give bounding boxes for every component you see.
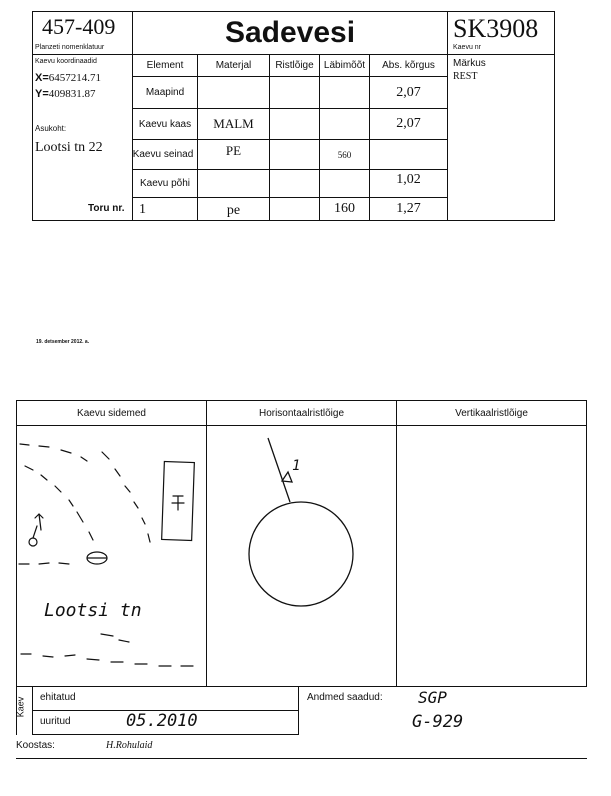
data-source-value-2: G-929 <box>412 712 464 732</box>
remarks-label: Märkus <box>453 58 486 69</box>
coords-label: Kaevu koordinaadid <box>35 58 97 65</box>
page-title: Sadevesi <box>224 16 356 49</box>
nomenclature-label: Planzeti nomenklatuur <box>35 44 105 51</box>
row-materjal <box>198 170 269 197</box>
row-labimoot <box>320 77 369 108</box>
header-ristloige: Ristlõige <box>275 60 314 71</box>
coord-y-label: Y= <box>35 88 49 100</box>
coord-y-value: 409831.87 <box>48 88 96 100</box>
date-note: 19. detsember 2012. a. <box>36 339 90 345</box>
sketch-col-vertikaal: Vertikaalristlõige <box>455 407 528 419</box>
row-labimoot: 560 <box>337 149 352 160</box>
row-element: Kaevu seinad <box>132 149 194 160</box>
sketch-col-sidemed: Kaevu sidemed <box>77 407 146 419</box>
row-korgus: 1,02 <box>396 171 421 187</box>
sketch-col-horisontaal: Horisontaalristlõige <box>258 407 345 419</box>
row-korgus: 2,07 <box>396 84 421 100</box>
location-value: Lootsi tn 22 <box>35 140 103 155</box>
header-korgus: Abs. kõrgus <box>382 60 435 71</box>
street-label: Lootsi tn <box>44 600 142 621</box>
row-element: Maapind <box>145 87 185 98</box>
location-label: Asukoht: <box>35 124 67 133</box>
pipe-number-label: 1 <box>292 458 301 474</box>
well-number-label: Kaevu nr <box>453 44 482 51</box>
well-vertical-label: Kaev <box>15 696 26 718</box>
updated-value: 05.2010 <box>126 711 198 731</box>
coord-y <box>35 88 96 100</box>
row-labimoot <box>320 109 369 139</box>
coord-x <box>35 72 101 84</box>
author-value: H.Rohulaid <box>106 740 153 751</box>
horizontal-section-drawing <box>207 426 396 686</box>
row-element: Kaevu põhi <box>139 178 191 189</box>
pipe-label: Toru nr. <box>88 203 125 214</box>
header-element: Element <box>146 60 184 71</box>
row-labimoot <box>320 170 369 197</box>
row-element: Kaevu kaas <box>138 118 192 130</box>
header-materjal: Materjal <box>215 60 252 71</box>
pipe-korgus: 1,27 <box>396 201 421 216</box>
author-label: Koostas: <box>16 740 55 751</box>
pipe-nr: 1 <box>139 202 146 217</box>
built-label: ehitatud <box>40 692 76 703</box>
data-source-label: Andmed saadud: <box>307 692 383 703</box>
nomenclature-value: 457-409 <box>42 14 116 39</box>
updated-label: uuritud <box>40 716 71 727</box>
pipe-materjal: pe <box>226 203 241 218</box>
data-source-value-1: SGP <box>418 688 447 707</box>
row-korgus <box>370 140 447 169</box>
coord-x-label: X= <box>35 72 49 84</box>
pipe-labimoot: 160 <box>334 201 355 216</box>
row-materjal <box>198 77 269 108</box>
row-materjal: PE <box>225 143 242 158</box>
header-labimoot: Läbimõõt <box>323 60 366 71</box>
coord-x-value: 6457214.71 <box>48 72 102 84</box>
row-korgus: 2,07 <box>396 116 421 131</box>
connections-sketch <box>17 426 206 686</box>
row-materjal: MALM <box>213 116 254 131</box>
remarks-value: REST <box>453 71 478 82</box>
well-number-value: SK3908 <box>453 14 539 43</box>
